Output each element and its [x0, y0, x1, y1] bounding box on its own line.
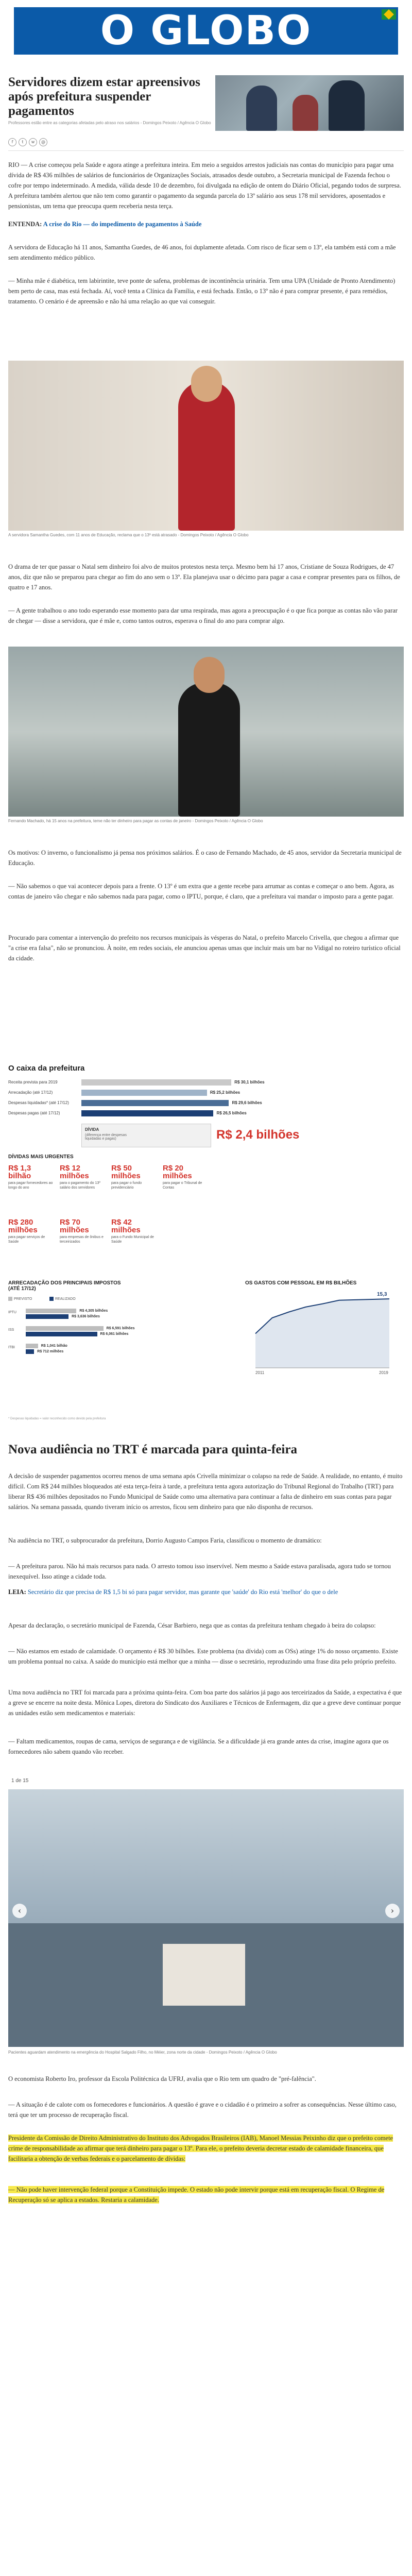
section-title: Nova audiência no TRT é marcada para quinta-feira: [8, 1443, 297, 1456]
bar-previsto: [26, 1326, 104, 1331]
bar: [81, 1110, 213, 1116]
arrec-title: ARRECADAÇÃO DOS PRINCIPAIS IMPOSTOS (ATÉ 17/12): [8, 1280, 121, 1292]
paragraph: Uma nova audiência no TRT foi marcada para a próxima quinta-feira. Com boa parte dos salários já pago aos terceirizados da Saúde, a expectativa é que a greve se encerre na noite desta. Mônica Lopes, diretora do Sindicato dos Auxiliares e Técnicos de Enfermagem, diz que a greve deve continuar porque as unidades estão sem medicamentos e materiais:: [8, 1689, 402, 1717]
leia-line: [8, 1587, 404, 1597]
paragraph: Procurado para comentar a intervenção do prefeito nos recursos municipais às vésperas do Natal, o prefeito Marcelo Crivella, que chegou a afirmar que "a crise era falsa", não se pronunciou. À noite, em redes sociais, ele anunciou apenas umas que incluir mais um bar no Vidigal no roteiro turístico oficial da cidade.: [8, 934, 401, 962]
email-icon[interactable]: @: [39, 138, 47, 146]
lead-photo: [215, 75, 404, 131]
tax-name: ITBI: [8, 1346, 15, 1349]
bar-realizado: [26, 1349, 34, 1354]
data-label: 15,3: [377, 1292, 387, 1298]
paragraph: — Minha mãe é diabética, tem labirintite, teve ponte de safena, problemas de incontinência urinária. Tem uma UPA (Unidade de Pronto Atendimento) bem perto de casa, mas está fechada. Aí, você tenta a Clínica da Família, e está fechada. Então, o 13º não é para comprar presente, é para remédios, tratamento. O cenário é de apreensão e não há uma relação ao que vai conseguir.: [8, 277, 396, 305]
paragraph-highlighted: — Não pode haver intervenção federal porque a Constituição impede. O estado não pode intervir porque está em recuperação fiscal. O Regime de Recuperação só se aplica a estados. Restaria a calamidade.: [8, 2186, 385, 2204]
bar: [81, 1079, 231, 1086]
urgent-debt: R$ 1,3 bilhão para pagar fornecedores ao longo do ano: [8, 1164, 53, 1190]
entenda-prefix: ENTENDA:: [8, 221, 42, 228]
paragraph: A decisão de suspender pagamentos ocorreu menos de uma semana após Crivella minimizar o colapso na rede de Saúde. A realidade, no entanto, é muito difícil. Com R$ 244 milhões bloqueados até esta terça-feira à tarde, a prefeitura tenta agora autorização do Tribunal Regional do Trabalho (TRT) para liberar R$ 436 milhões depositados no Fundo Municipal de Saúde como uma alternativa para continuar a falta de dinheiro em suas contas para pagar salários. Na semana passada, quando tiveram início os arrestos, ficou sem dinheiro para que não disponha de recursos.: [8, 1472, 403, 1511]
brazil-flag-icon: [382, 9, 396, 20]
bar-label: Receita prevista para 2019: [8, 1080, 58, 1084]
bar-value: R$ 26,5 bilhões: [216, 1111, 247, 1115]
logo-text: O GLOBO: [100, 8, 312, 54]
legend-previsto: PREVISTO: [8, 1297, 32, 1301]
urgentes-title: DÍVIDAS MAIS URGENTES: [8, 1154, 74, 1160]
footnote: * Despesas liquidadas = valor reconhecido como devido pela prefeitura: [8, 1417, 106, 1420]
photo-image: [8, 647, 404, 817]
bar-previsto-label: R$ 1,041 bilhão: [41, 1344, 67, 1348]
bar-label: Arrecadação (até 17/12): [8, 1090, 53, 1095]
divider: [8, 150, 404, 151]
pessoal-chart: [245, 1291, 400, 1378]
urgent-debt: R$ 12 milhões para o pagamento do 13º salário dos servidores: [60, 1164, 100, 1190]
photo-image: [8, 361, 404, 531]
bar-label: Despesas pagas (até 17/12): [8, 1111, 60, 1115]
paragraph: Apesar da declaração, o secretário municipal de Fazenda, César Barbiero, nega que as contas da prefeitura tenham chegado à beira do colapso:: [8, 1622, 376, 1629]
paragraph: Na audiência no TRT, o subprocurador da prefeitura, Dorrio Augusto Campos Faria, classificou o momento de dramático:: [8, 1537, 322, 1544]
paragraph: — A prefeitura parou. Não há mais recursos para nada. O arresto tomou isso inservível. Nem mesmo a Saúde estava paralisada, agora tudo se tornou inexequível. Isso atinge a cidade toda.: [8, 1563, 391, 1580]
paragraph: — Faltam medicamentos, roupas de cama, serviços de segurança e de vigilância. Se a dificuldade já era grande antes da crise, imagine agora que os fornecedores não sabem quando vão receber.: [8, 1738, 389, 1755]
bar-realizado-label: R$ 6,061 bilhões: [100, 1332, 129, 1336]
paragraph: Os motivos: O inverno, o funcionalismo já pensa nos próximos salários. É o caso de Fernando Machado, de 45 anos, servidor da Secretaria municipal de Educação.: [8, 849, 402, 867]
twitter-icon[interactable]: t: [19, 138, 27, 146]
bar-previsto-label: R$ 4,305 bilhões: [79, 1309, 108, 1313]
entenda-line: [8, 219, 404, 229]
bar-row: [8, 1109, 404, 1117]
oglobo-logo[interactable]: [14, 7, 398, 55]
facebook-icon[interactable]: f: [8, 138, 16, 146]
masthead: [0, 0, 412, 72]
paragraph: RIO — A crise começou pela Saúde e agora atinge a prefeitura inteira. Em meio a seguidos arrestos judiciais nas contas do município para pagar uma dívida de R$ 436 milhões de salários de funcionários de Organizações Sociais, atrasados desde outubro, a Secretaria municipal de Fazenda fechou o cofre por tempo indeterminado. A medida, válida desde 10 de dezembro, foi divulgada na edição de ontem do Diário Oficial, pegando todos de surpresa. A prefeitura também alertou que não tem como garantir o pagamento da segunda parcela do 13º salário aos seus 178 mil servidores, aposentados e pensionistas, um tema que preocupa quem receberia nesta terça.: [8, 161, 401, 210]
urgent-debt: R$ 42 milhões para o Fundo Municipal de Saúde: [111, 1218, 154, 1244]
photo-fernando: [8, 647, 404, 823]
tax-name: IPTU: [8, 1311, 16, 1314]
photo-caption: Fernando Machado, há 15 anos na prefeitura, teme não ter dinheiro para pagar as contas de janeiro - Domingos Peixoto / Agência O Globo: [8, 819, 263, 823]
bar-previsto: [26, 1309, 76, 1313]
tick-label: 2011: [255, 1370, 265, 1375]
paragraph-highlighted: Presidente da Comissão de Direito Administrativo do Instituto dos Advogados Brasileiros (IAB), Manoel Messias Peixinho diz que o prefeito comete crime de responsabilidade ao afirmar que terá dinheiro para pagar o 13º. Para ele, o prefeito deveria decretar estado de calamidade financeira, que facilitaria a obtenção de verbas federais e o parcelamento de dívidas:: [8, 2134, 393, 2162]
bar-value: R$ 25,2 bilhões: [210, 1090, 241, 1095]
paragraph: A servidora de Educação há 11 anos, Samantha Guedes, de 46 anos, foi duplamente afetada. Com risco de ficar sem o 13º, ela também está com a mãe sem atendimento médico público.: [8, 244, 396, 261]
tick-label: 2019: [379, 1370, 388, 1375]
leia-link[interactable]: Secretário diz que precisa de R$ 1,5 bi só para pagar servidor, mas garante que 'saúde' do Rio está 'melhor' do que o dele: [27, 1588, 338, 1596]
divida-desc: (diferença entre despesas liquidadas e pagas): [85, 1133, 127, 1141]
pessoal-area: [255, 1299, 389, 1368]
bar-row: [8, 1099, 404, 1107]
bar-previsto: [26, 1344, 38, 1348]
entenda-link[interactable]: A crise do Rio — do impedimento de pagamentos à Saúde: [43, 221, 202, 228]
divida-value: R$ 2,4 bilhões: [216, 1128, 300, 1142]
urgent-debt: R$ 20 milhões para pagar o Tribunal de Contas: [163, 1164, 202, 1190]
photo-samantha: [8, 361, 404, 537]
leia-prefix: LEIA:: [8, 1588, 26, 1596]
bar-value: R$ 30,1 bilhões: [234, 1080, 265, 1084]
gallery-counter: 1 de 15: [11, 1778, 29, 1784]
paragraph: — Não sabemos o que vai acontecer depois para a frente. O 13º é um extra que a gente recebe para arrumar as contas e começar o ano bem. Agora, as contas de janeiro vão chegar e não sabemos nada para pagar, como o IPTU, porque, é claro, que a prefeitura vai mandar o imposto para a gente pagar.: [8, 883, 394, 900]
gallery-caption: Pacientes aguardam atendimento na emergência do Hospital Salgado Filho, no Méier, zona norte da cidade - Domingos Peixoto / Agência O Globo: [8, 2050, 277, 2055]
urgent-debt: R$ 50 milhões para pagar o fundo previdenciário: [111, 1164, 142, 1190]
bar-previsto-label: R$ 6,591 bilhões: [106, 1327, 135, 1330]
urgent-debt: R$ 280 milhões para pagar serviços de Saúde: [8, 1218, 45, 1244]
photo-caption: A servidora Samantha Guedes, com 11 anos de Educação, reclama que o 13º está atrasado - Domingos Peixoto / Agência O Globo: [8, 533, 249, 537]
paragraph: — A situação é de calote com os fornecedores e funcionários. A questão é grave e o cidadão é o primeiro a sofrer as consequências. Nesse último caso, terá que ter um processo de recuperação fiscal.: [8, 2101, 397, 2119]
whatsapp-icon[interactable]: w: [29, 138, 37, 146]
bar: [81, 1100, 229, 1106]
lead-block: [8, 75, 404, 132]
divida-box: [81, 1124, 211, 1147]
bar-value: R$ 29,6 bilhões: [232, 1100, 262, 1105]
photo-gallery: [8, 1775, 404, 2063]
lead-caption: Professores estão entre as categorias afetadas pelo atraso nos salários - Domingos Peixoto / Agência O Globo: [8, 121, 211, 125]
divida-label: DÍVIDA: [85, 1127, 99, 1132]
pessoal-title: OS GASTOS COM PESSOAL EM R$ BILHÕES: [245, 1280, 357, 1286]
paragraph: — Não estamos em estado de calamidade. O orçamento é R$ 30 bilhões. Este problema (na dívida) com as OSs) atinge 1% do nosso orçamento. Existe um problema pontual no caixa. A saúde do município está melhor que a minha — disse o secretário, reproduzindo uma frase dita pelo próprio prefeito.: [8, 1648, 398, 1665]
bar-row: [8, 1089, 404, 1097]
bar-row: [8, 1078, 404, 1087]
bar-label: Despesas liquidadas* (até 17/12): [8, 1100, 69, 1105]
gallery-next-icon[interactable]: ›: [385, 1904, 400, 1918]
bar-realizado: [26, 1314, 68, 1319]
gallery-image[interactable]: [8, 1789, 404, 2047]
bar-realizado-label: R$ 3,636 bilhões: [72, 1315, 100, 1318]
paragraph: O drama de ter que passar o Natal sem dinheiro foi alvo de muitos protestos nesta terça. Mesmo bem há 17 anos, Cristiane de Souza Rodrigues, de 47 anos, diz que não se preparou para chegar ao fim do ano sem o 13º. Ela planejava usar o décimo para pagar a casa e comprar presentes para os filhos, de quatro e 17 anos.: [8, 563, 400, 591]
chart-title: O caixa da prefeitura: [8, 1064, 85, 1073]
infographic-caixa: [8, 1064, 404, 1430]
legend-realizado: REALIZADO: [49, 1297, 76, 1301]
bar: [81, 1090, 207, 1096]
gallery-prev-icon[interactable]: ‹: [12, 1904, 27, 1918]
share-bar: [8, 138, 47, 146]
paragraph: O economista Roberto Iro, professor da Escola Politécnica da UFRJ, avalia que o Rio tem um quadro de "pré-falência".: [8, 2075, 316, 2082]
bar-realizado-label: R$ 712 milhões: [37, 1350, 64, 1353]
headline: Servidores dizem estar apreensivos após prefeitura suspender pagamentos: [8, 75, 200, 118]
paragraph: — A gente trabalhou o ano todo esperando esse momento para dar uma respirada, mas agora a preocupação é o que fica porque as contas não vão parar de chegar — disse a servidora, que é mãe e, como tantos outros, esperava o final do ano para comprar algo.: [8, 607, 398, 624]
bar-realizado: [26, 1332, 97, 1336]
tax-name: ISS: [8, 1328, 14, 1332]
urgent-debt: R$ 70 milhões para empresas de ônibus e terceirizados: [60, 1218, 104, 1244]
